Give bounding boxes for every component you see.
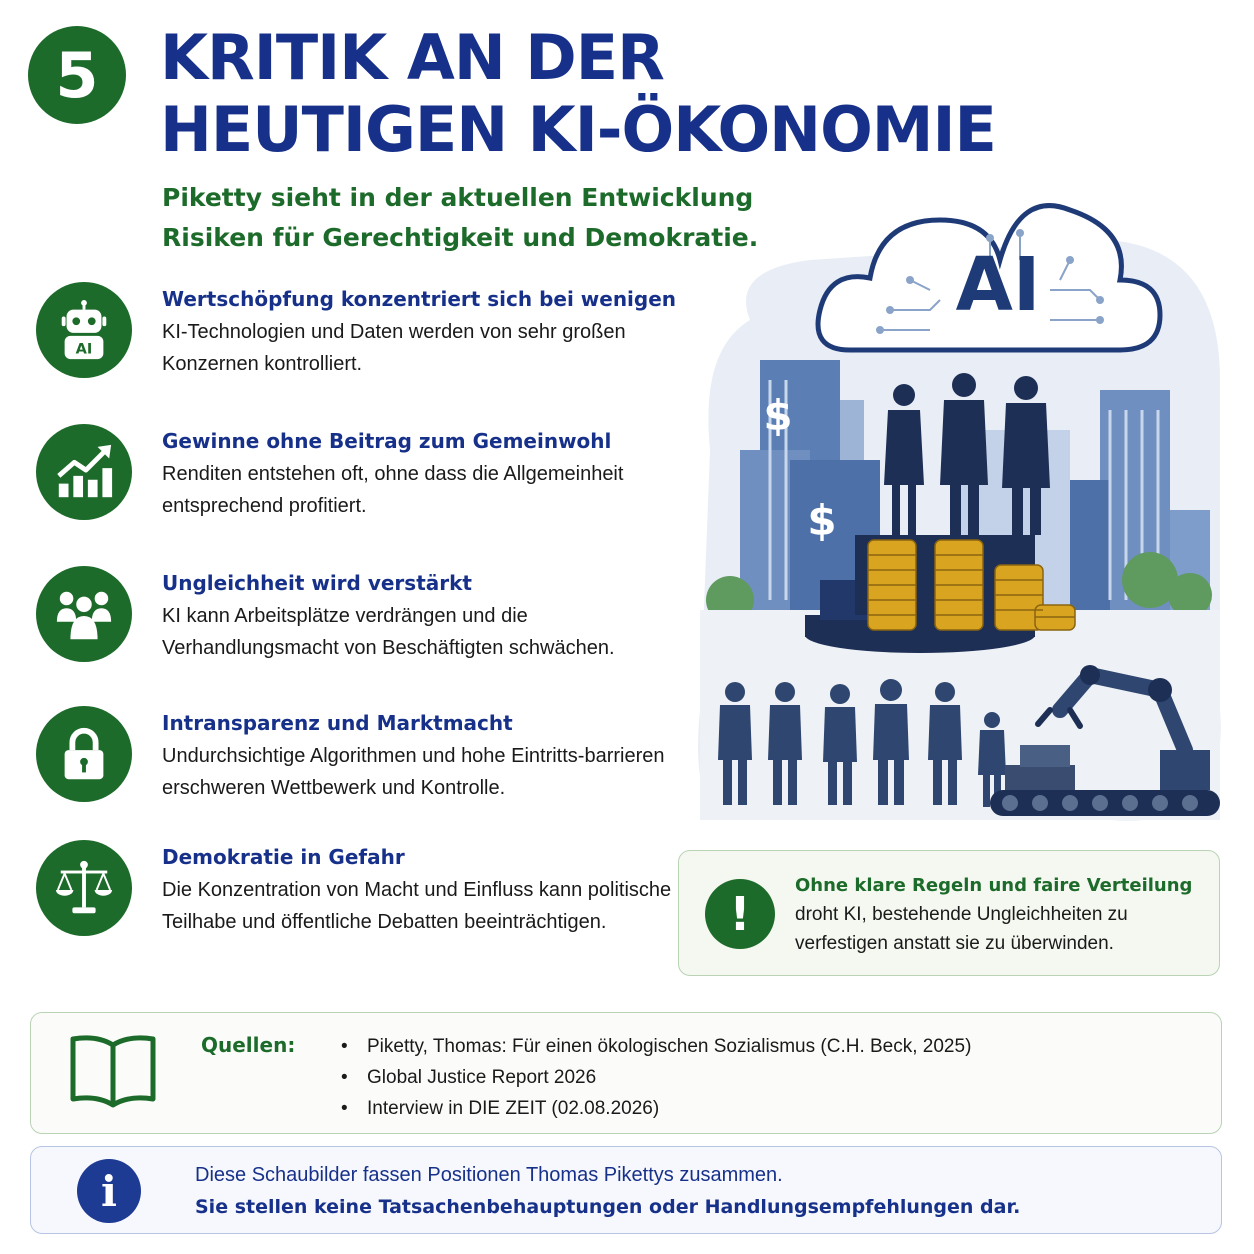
point-heading: Ungleichheit wird verstärkt — [162, 571, 472, 595]
point-text: Renditen entstehen oft, ohne dass die Allgemeinheit entsprechend profitiert. — [162, 463, 624, 517]
section-number-badge: 5 — [28, 26, 126, 124]
point-profits-without-contribution — [36, 424, 696, 534]
page-subtitle: Piketty sieht in der aktuellen Entwicklung Risiken für Gerechtigkeit und Demokratie. — [162, 183, 759, 252]
point-heading: Demokratie in Gefahr — [162, 845, 405, 869]
point-heading: Gewinne ohne Beitrag zum Gemeinwohl — [162, 429, 612, 453]
exclamation-icon: ! — [705, 879, 775, 949]
title-line-1: KRITIK AN DER — [160, 21, 664, 94]
dollar-sign: $ — [807, 496, 837, 545]
warning-callout — [678, 850, 1220, 976]
illustration-ai-economy — [690, 150, 1230, 830]
point-text: KI kann Arbeitsplätze verdrängen und die Verhandlungsmacht von Beschäftigten schwächen. — [162, 605, 615, 659]
info-icon: i — [77, 1159, 141, 1223]
warning-text: droht KI, bestehende Ungleichheiten zu verfestigen anstatt sie zu überwinden. — [795, 904, 1128, 954]
sources-list — [341, 1031, 971, 1124]
point-intransparency — [36, 706, 696, 816]
title-line-2: HEUTIGEN KI-ÖKONOMIE — [160, 93, 996, 166]
page-title — [160, 22, 1060, 166]
dollar-sign: $ — [763, 391, 793, 440]
ai-cloud-icon — [818, 206, 1160, 350]
padlock-icon — [36, 706, 132, 802]
point-value-concentration — [36, 282, 696, 392]
point-heading: Wertschöpfung konzentriert sich bei wenigen — [162, 287, 677, 311]
point-text: Undurchsichtige Algorithmen und hohe Eintritts-barrieren erschweren Wettbewerk und Kontrolle. — [162, 745, 665, 799]
sources-label: Quellen: — [201, 1033, 296, 1057]
disclaimer-line-1: Diese Schaubilder fassen Positionen Thomas Pikettys zusammen. — [195, 1164, 783, 1186]
disclaimer-line-2: Sie stellen keine Tatsachenbehauptungen oder Handlungsempfehlungen dar. — [195, 1196, 1021, 1218]
robot-icon-label: AI — [75, 341, 93, 358]
point-democracy — [36, 840, 696, 972]
robot-icon — [36, 282, 132, 378]
point-inequality — [36, 566, 696, 676]
book-icon — [67, 1029, 159, 1109]
people-group-icon — [36, 566, 132, 662]
source-item: • Interview in DIE ZEIT (02.08.2026) — [341, 1093, 971, 1124]
warning-lead: Ohne klare Regeln und faire Verteilung — [795, 875, 1193, 896]
point-text: KI-Technologien und Daten werden von sehr großen Konzernen kontrolliert. — [162, 321, 626, 375]
point-text: Die Konzentration von Macht und Einfluss kann politische Teilhabe und öffentliche Debatten beeinträchtigen. — [162, 879, 672, 933]
source-item: • Global Justice Report 2026 — [341, 1062, 971, 1093]
disclaimer-box — [30, 1146, 1222, 1234]
point-heading: Intransparenz und Marktmacht — [162, 711, 513, 735]
source-item: • Piketty, Thomas: Für einen ökologischen Sozialismus (C.H. Beck, 2025) — [341, 1031, 971, 1062]
growth-chart-icon — [36, 424, 132, 520]
sources-box — [30, 1012, 1222, 1134]
cloud-label: AI — [955, 242, 1041, 328]
scales-icon — [36, 840, 132, 936]
